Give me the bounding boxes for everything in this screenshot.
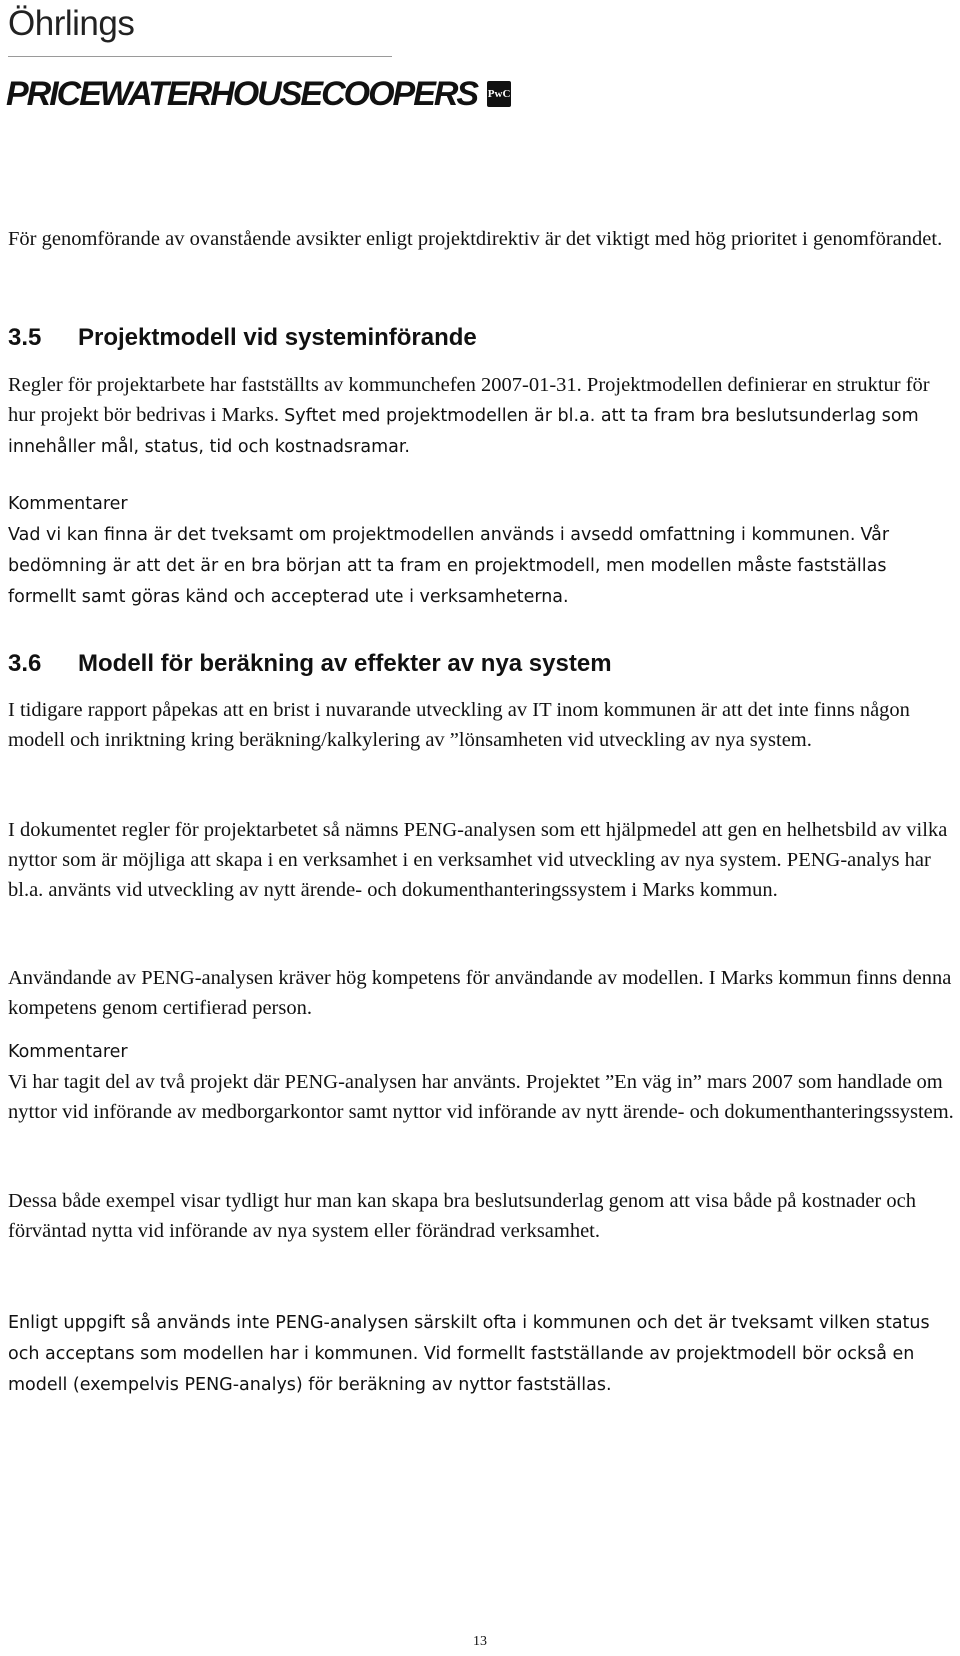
section-3-5-comment-text: Vad vi kan finna är det tveksamt om projektmodellen används i avsedd omfattning i kommunen. bbox=[8, 525, 856, 545]
section-3-6-paragraph-4: Vi har tagit del av två projekt där PENG-analysen har använts. Projektet ”En väg in” mars 2007 som handlade om nyttor vid införande av medborgarkontor samt nyttor vid införande av nytt ärende- och dokumenthanteringssystem. bbox=[8, 1071, 954, 1123]
section-3-5-body-serif: Regler för projektarbete har fastställts av kommunchefen 2007-01-31. Projektmodellen definierar en struktur för hur projekt bör bedrivas i Marks. bbox=[8, 374, 930, 426]
comment-label-3-5: Kommentarer bbox=[8, 494, 128, 514]
section-3-6-paragraph-1: I tidigare rapport påpekas att en brist i nuvarande utveckling av IT inom kommunen är att det inte finns någon modell och inriktning kring beräkning/kalkylering av ”lönsamheten vid utveckling av nya system. bbox=[8, 699, 910, 751]
section-title: Modell för beräkning av effekter av nya system bbox=[78, 650, 612, 677]
section-3-6-paragraph-6-text: Enligt uppgift så används inte PENG-analysen särskilt ofta i kommunen och det är tveksamt vilken status och acceptans som modellen har i kommunen. Vid formellt fastställande av projektmodell bör också en modell (exempelvis PENG-analys) för beräkning av nyttor fastställas. bbox=[8, 1313, 930, 1395]
section-3-6-paragraph-6 bbox=[8, 1307, 958, 1400]
brand-divider bbox=[8, 56, 392, 57]
brand-seal-icon: PwC bbox=[487, 81, 511, 107]
section-title: Projektmodell vid systeminförande bbox=[78, 324, 477, 351]
brand-logo bbox=[6, 68, 511, 120]
section-3-6-paragraph-5: Dessa både exempel visar tydligt hur man kan skapa bra beslutsunderlag genom att visa både på kostnader och förväntad nytta vid införande av nya system eller förändrad verksamhet. bbox=[8, 1190, 916, 1242]
brand-ohrlings: Öhrlings bbox=[8, 4, 135, 43]
section-heading-3-5 bbox=[8, 323, 477, 353]
section-3-5-comment-text-2: Vår bedömning är att det är en bra början att ta fram en projektmodell, men modellen måste fastställas formellt samt göras känd och accepterad ute i verksamheterna. bbox=[8, 525, 890, 607]
brand-wordmark: PRICEWATERHOUSECOOPERS bbox=[6, 74, 478, 113]
comment-label-3-6: Kommentarer bbox=[8, 1042, 128, 1062]
section-heading-3-6 bbox=[8, 649, 612, 679]
section-number: 3.5 bbox=[8, 324, 42, 351]
page-number: 13 bbox=[473, 1634, 487, 1649]
section-3-6-paragraph-3: Användande av PENG-analysen kräver hög kompetens för användande av modellen. I Marks kommun finns denna kompetens genom certifierad person. bbox=[8, 967, 952, 1019]
section-3-5-body bbox=[8, 370, 958, 462]
intro-paragraph: För genomförande av ovanstående avsikter enligt projektdirektiv är det viktigt med hög prioritet i genomförandet. bbox=[8, 228, 943, 250]
section-3-6-paragraph-2: I dokumentet regler för projektarbetet så nämns PENG-analysen som ett hjälpmedel att gen en helhetsbild av vilka nyttor som är möjliga att skapa i en verksamhet i en verksamhet vid utveckling av nya system. PENG-analys har bl.a. använts vid utveckling av nytt ärende- och dokumenthanteringssystem i Marks kommun. bbox=[8, 819, 948, 901]
section-3-5-body-sans: Syftet med projektmodellen är bl.a. att ta fram bra beslutsunderlag som innehåller mål, status, tid och kostnadsramar. bbox=[8, 406, 919, 457]
section-number: 3.6 bbox=[8, 650, 42, 677]
section-3-5-comment bbox=[8, 519, 958, 612]
